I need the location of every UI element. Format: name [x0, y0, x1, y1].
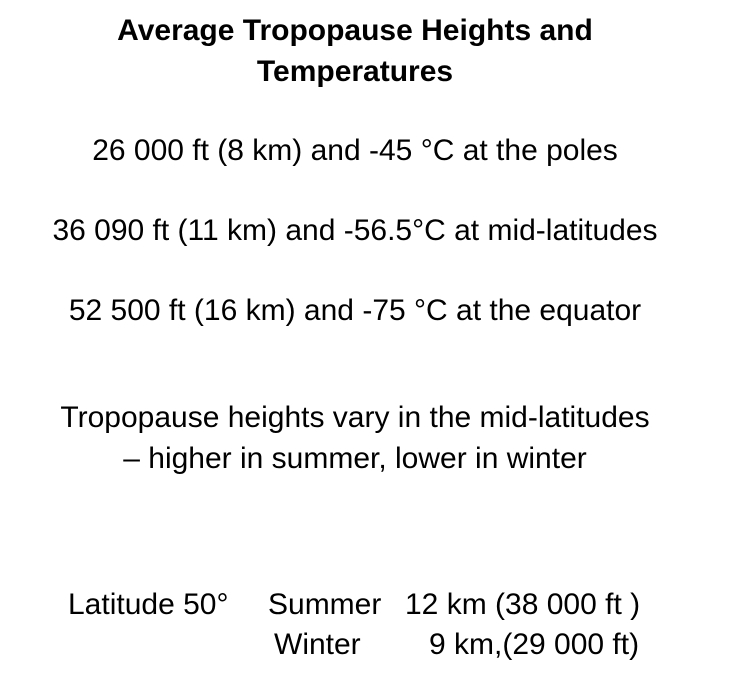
fact-mid-latitudes: 36 090 ft (11 km) and -56.5°C at mid-latitudes — [52, 214, 658, 247]
fact-poles: 26 000 ft (8 km) and -45 °C at the poles — [92, 134, 618, 167]
note-line-1: Tropopause heights vary in the mid-latitudes — [60, 401, 650, 434]
title-line-1: Average Tropopause Heights and — [117, 14, 593, 47]
slide-title — [0, 10, 710, 92]
note-line-2: – higher in summer, lower in winter — [123, 442, 587, 475]
summer-label: Summer — [268, 588, 382, 621]
summer-value: 12 km (38 000 ft ) — [405, 588, 641, 621]
seasonal-variation-note — [0, 397, 710, 479]
fact-equator: 52 500 ft (16 km) and -75 °C at the equator — [68, 294, 642, 327]
title-line-2: Temperatures — [256, 55, 454, 88]
winter-value: 9 km,(29 000 ft) — [429, 628, 640, 661]
latitude-label: Latitude 50° — [68, 588, 229, 621]
winter-label: Winter — [274, 628, 361, 661]
